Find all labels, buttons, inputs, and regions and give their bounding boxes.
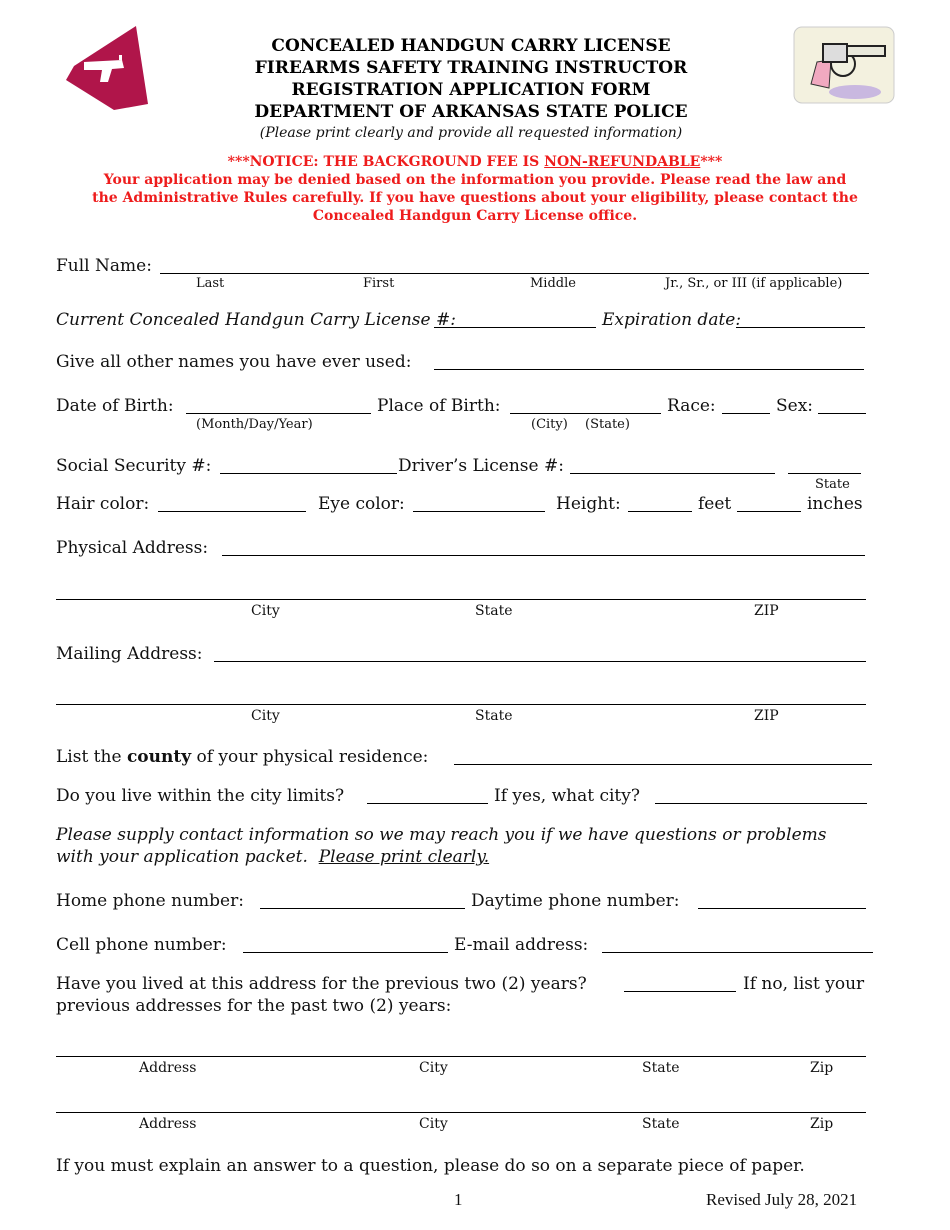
lived-question-label-b: If no, list your (743, 974, 865, 994)
notice-line3: the Administrative Rules carefully. If you have questions about your eligibility, please contact the (92, 190, 858, 206)
notice-line1: ***NOTICE: THE BACKGROUND FEE IS NON-REFUNDABLE*** (227, 154, 723, 170)
daytime-phone-field[interactable] (698, 908, 866, 909)
form-title-line2: FIREARMS SAFETY TRAINING INSTRUCTOR (254, 58, 688, 78)
sex-label: Sex: (776, 396, 814, 416)
name-last-caption: Last (196, 276, 225, 291)
dob-hint: (Month/Day/Year) (196, 417, 313, 432)
race-field[interactable] (722, 413, 770, 414)
email-label: E-mail address: (454, 935, 589, 955)
lived-question-label-2: previous addresses for the past two (2) years: (56, 996, 452, 1016)
prev-zip-caption-2: Zip (810, 1116, 834, 1132)
prev-address-caption-1: Address (139, 1060, 197, 1076)
drivers-license-field[interactable] (570, 473, 775, 474)
ssn-field[interactable] (220, 473, 397, 474)
form-title-line3: REGISTRATION APPLICATION FORM (291, 80, 651, 100)
prev-city-caption-2: City (419, 1116, 448, 1132)
mailing-address-label: Mailing Address: (56, 644, 203, 664)
eye-label: Eye color: (318, 494, 405, 514)
expiration-label: Expiration date: (602, 310, 742, 330)
height-inches-field[interactable] (737, 511, 801, 512)
dl-state-field[interactable] (788, 473, 861, 474)
city-limits-field[interactable] (367, 803, 488, 804)
other-names-label: Give all other names you have ever used: (56, 352, 412, 372)
mailing-city-state-zip-field[interactable] (56, 704, 866, 705)
physical-address-field[interactable] (222, 555, 865, 556)
what-city-field[interactable] (655, 803, 867, 804)
pob-state-caption: (State) (585, 417, 630, 432)
hair-field[interactable] (158, 511, 306, 512)
pob-field[interactable] (510, 413, 661, 414)
previous-address-1-field[interactable] (56, 1056, 866, 1057)
dob-label: Date of Birth: (56, 396, 174, 416)
full-name-field[interactable] (160, 273, 869, 274)
inches-label: inches (807, 494, 863, 514)
prev-city-caption-1: City (419, 1060, 448, 1076)
lived-question-label: Have you lived at this address for the previous two (2) years? (56, 974, 587, 994)
physical-state-caption: State (475, 603, 513, 619)
what-city-label: If yes, what city? (494, 786, 640, 806)
asp-logo-icon (62, 24, 152, 110)
page-number: 1 (454, 1190, 463, 1209)
full-name-label: Full Name: (56, 256, 152, 276)
notice-line4: Concealed Handgun Carry License office. (312, 208, 638, 224)
height-label: Height: (556, 494, 621, 514)
ssn-label: Social Security #: (56, 456, 212, 476)
form-title-line1: CONCEALED HANDGUN CARRY LICENSE (271, 36, 671, 56)
physical-zip-caption: ZIP (754, 603, 779, 619)
feet-label: feet (698, 494, 732, 514)
physical-address-label: Physical Address: (56, 538, 209, 558)
lived-answer-field[interactable] (624, 991, 736, 992)
previous-address-2-field[interactable] (56, 1112, 866, 1113)
mailing-zip-caption: ZIP (754, 708, 779, 724)
physical-city-caption: City (251, 603, 280, 619)
pob-city-caption: (City) (531, 417, 568, 432)
expiration-field[interactable] (736, 327, 865, 328)
sex-field[interactable] (818, 413, 866, 414)
race-label: Race: (667, 396, 716, 416)
license-number-field[interactable] (434, 327, 596, 328)
daytime-phone-label: Daytime phone number: (471, 891, 680, 911)
other-names-field[interactable] (434, 369, 864, 370)
prev-address-caption-2: Address (139, 1116, 197, 1132)
home-phone-field[interactable] (260, 908, 465, 909)
hair-label: Hair color: (56, 494, 150, 514)
prev-state-caption-1: State (642, 1060, 680, 1076)
contact-instructions-line1: Please supply contact information so we may reach you if we have questions or problems (56, 825, 827, 845)
pob-label: Place of Birth: (377, 396, 501, 416)
county-label: List the county of your physical residence: (56, 747, 429, 767)
mailing-state-caption: State (475, 708, 513, 724)
county-field[interactable] (454, 764, 872, 765)
dob-field[interactable] (186, 413, 371, 414)
mailing-city-caption: City (251, 708, 280, 724)
prev-state-caption-2: State (642, 1116, 680, 1132)
revolver-icon (793, 26, 897, 106)
cell-phone-field[interactable] (243, 952, 448, 953)
notice-line2: Your application may be denied based on the information you provide. Please read the law and (103, 172, 847, 188)
physical-city-state-zip-field[interactable] (56, 599, 866, 600)
name-middle-caption: Middle (530, 276, 576, 291)
name-suffix-caption: Jr., Sr., or III (if applicable) (665, 276, 843, 291)
form-title-line4: DEPARTMENT OF ARKANSAS STATE POLICE (254, 102, 688, 122)
contact-instructions-line2: with your application packet. Please print clearly. (56, 847, 490, 867)
home-phone-label: Home phone number: (56, 891, 244, 911)
name-first-caption: First (363, 276, 395, 291)
height-feet-field[interactable] (628, 511, 692, 512)
explain-note: If you must explain an answer to a question, please do so on a separate piece of paper. (56, 1156, 805, 1176)
license-number-label: Current Concealed Handgun Carry License #: (56, 310, 456, 330)
eye-field[interactable] (413, 511, 545, 512)
cell-phone-label: Cell phone number: (56, 935, 227, 955)
dl-state-caption: State (815, 477, 850, 492)
drivers-license-label: Driver’s License #: (398, 456, 564, 476)
mailing-address-field[interactable] (214, 661, 866, 662)
prev-zip-caption-1: Zip (810, 1060, 834, 1076)
email-field[interactable] (602, 952, 873, 953)
form-subtitle: (Please print clearly and provide all requested information) (259, 125, 683, 141)
revised-date: Revised July 28, 2021 (706, 1190, 858, 1209)
city-limits-label: Do you live within the city limits? (56, 786, 345, 806)
